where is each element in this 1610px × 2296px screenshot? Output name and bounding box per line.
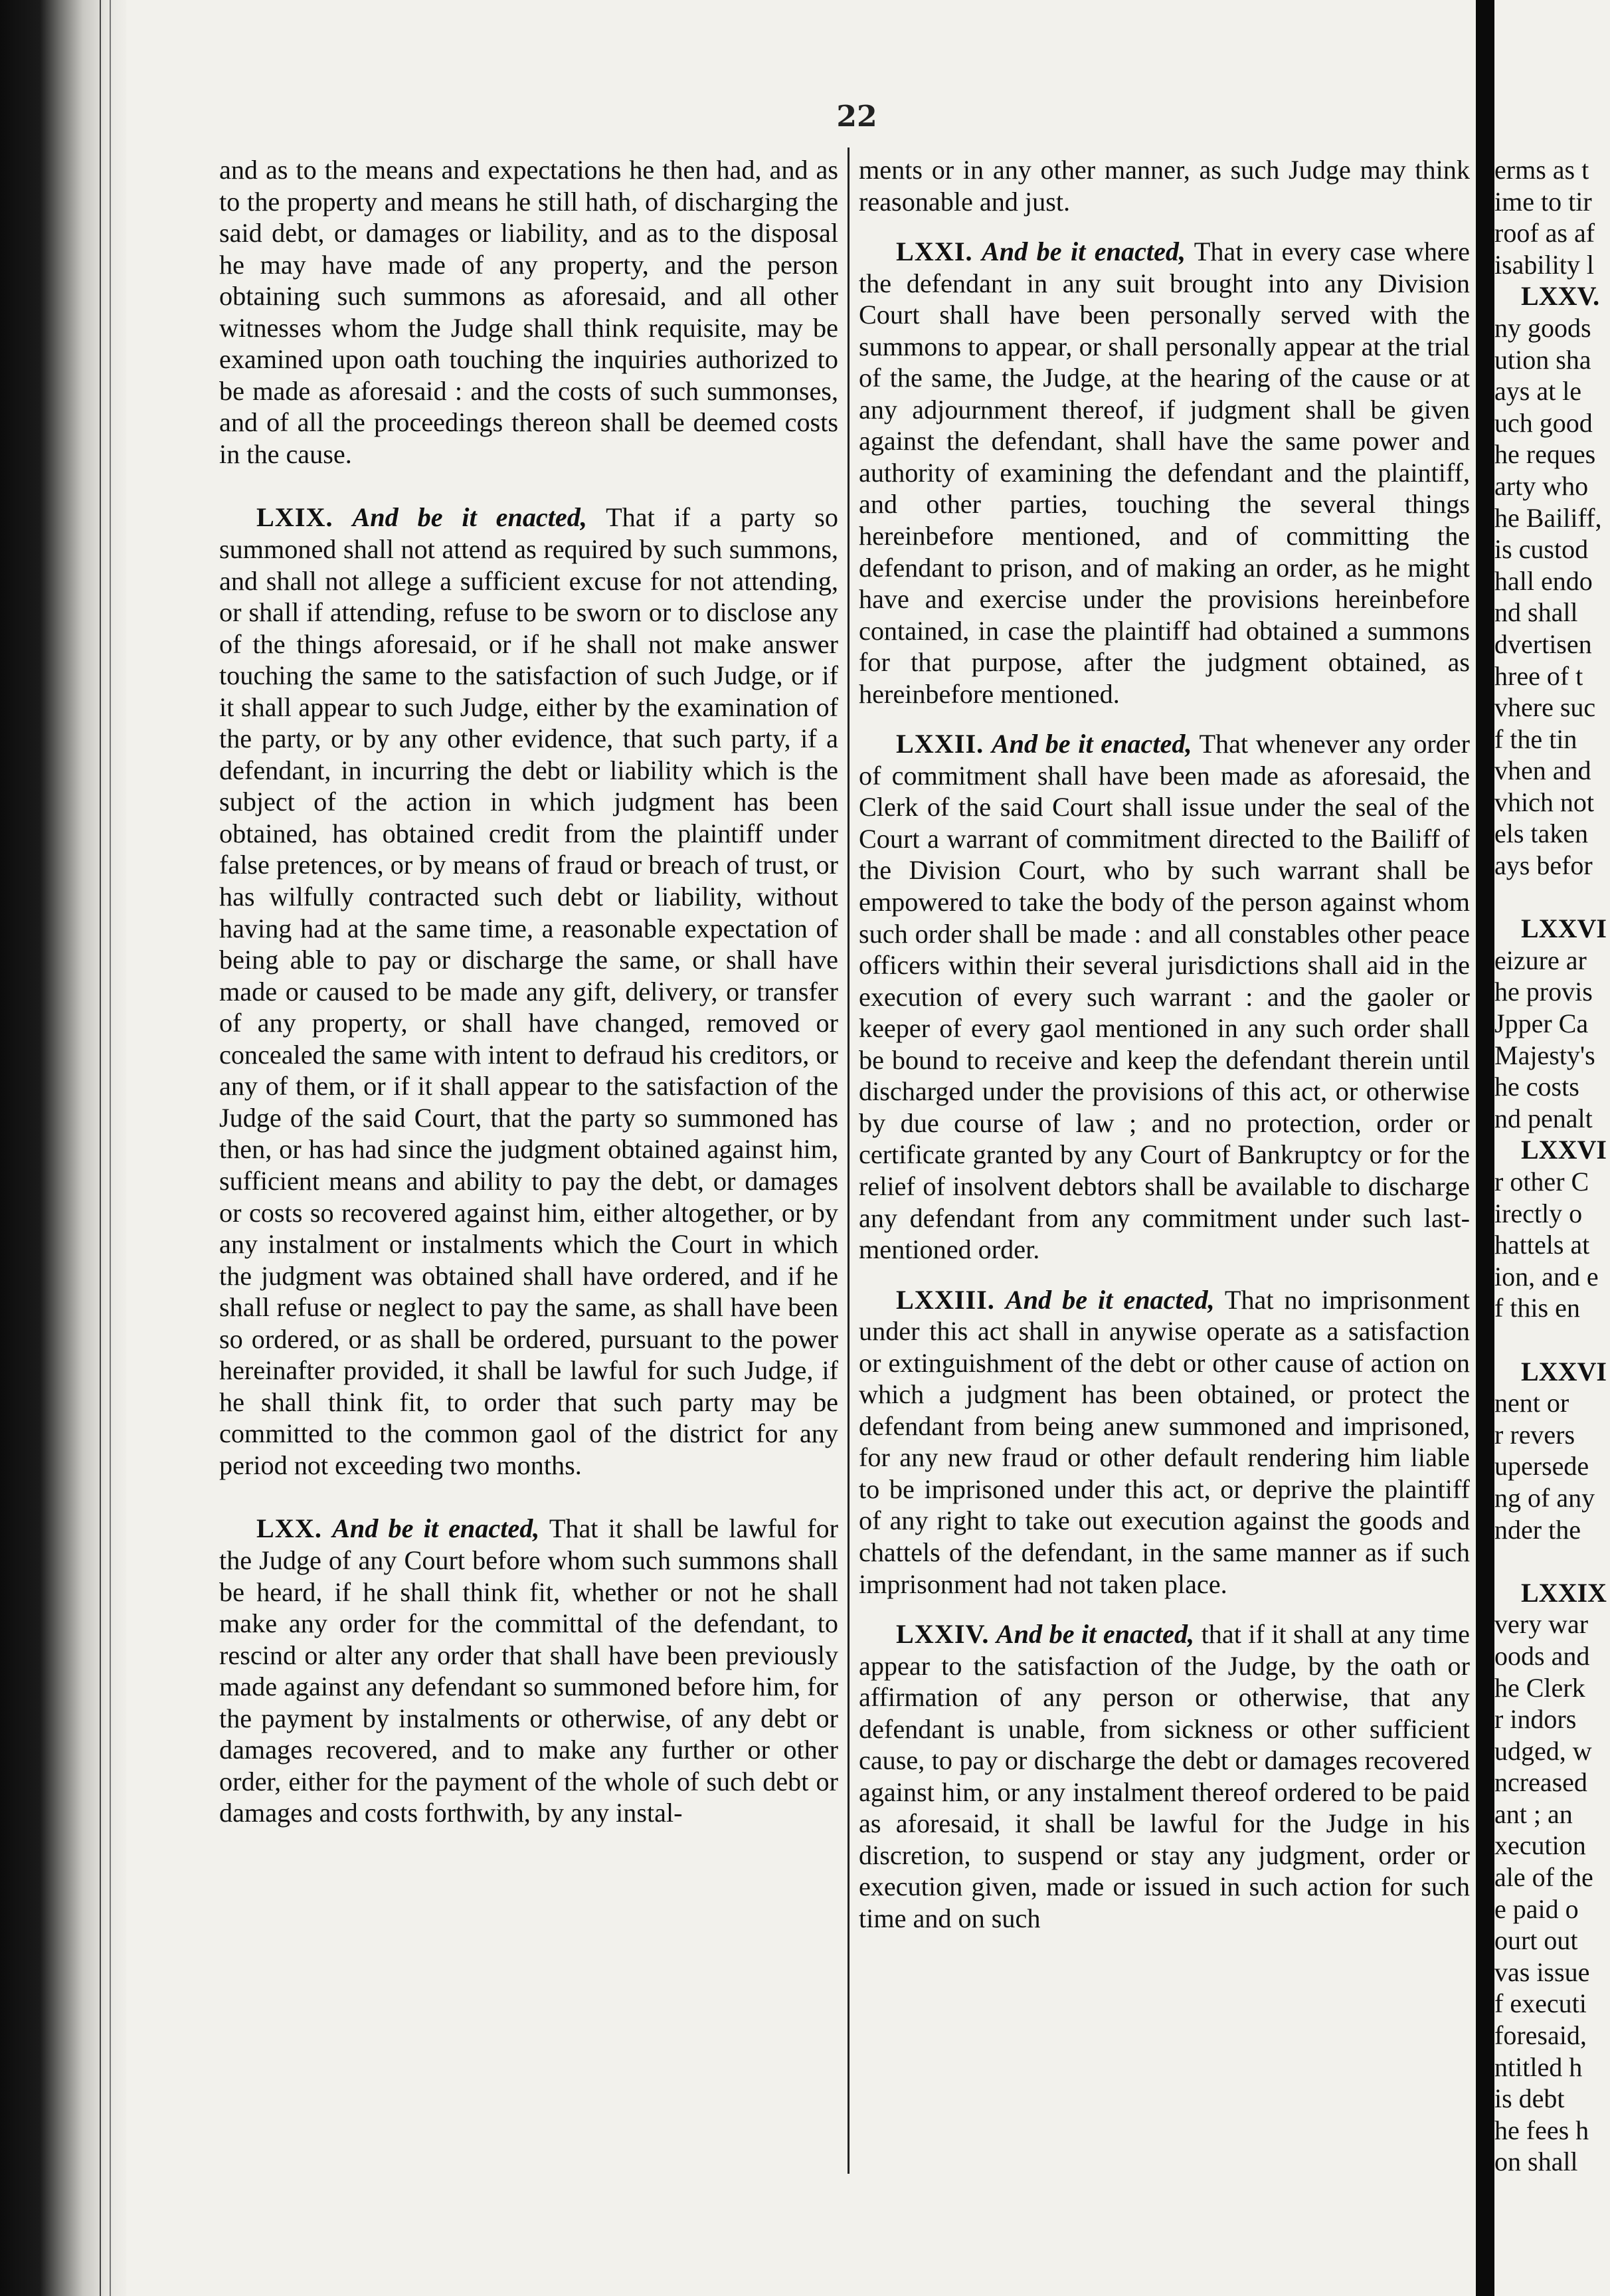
fragment-line: roof as af xyxy=(1494,218,1595,248)
section-text: That in every case where the defendant in any suit brought into any Division Court shall have been personally served with the summons to appear, or shall personally appear at the trial of the same, the Judge, at the hearing of the cause or at any adjournment thereof, if judgment shall be given against the defendant, shall have the same power and authority of examining the defendant and the plaintiff, and other parties, touching the several things hereinbefore mentioned, and of committing the defendant to prison, and of making an order, as he might have and exercise under the provisions hereinbefore contained, in case the plaintiff had obtained a summons for that purpose, after the judgment obtained, as hereinbefore mentioned. xyxy=(859,237,1470,709)
fragment-line: ant ; an xyxy=(1494,1798,1573,1829)
fragment-line: ion, and e xyxy=(1494,1261,1599,1292)
fragment-line: nd penalt xyxy=(1494,1103,1593,1133)
fragment-line: he provis xyxy=(1494,977,1593,1007)
fragment-line: LXXV. xyxy=(1521,281,1600,312)
fragment-line: e paid o xyxy=(1494,1893,1579,1924)
fragment-line: oods and xyxy=(1494,1640,1590,1671)
fragment-line: he Bailiff, xyxy=(1494,502,1602,533)
section-lxix xyxy=(219,502,838,1481)
fragment-line: arty who xyxy=(1494,470,1589,501)
fragment-line: ncreased xyxy=(1494,1767,1587,1798)
fragment-line: r indors xyxy=(1494,1704,1577,1735)
fragment-line: ng of any xyxy=(1494,1482,1595,1513)
paragraph-continuation: and as to the means and expectations he then had, and as to the property and means he still hath, of discharging the said debt, or damages or liability, and as to the disposal he may have made of any property, and the person obtaining such summons as aforesaid, and all other witnesses whom the Judge shall think requisite, may be examined upon oath touching the inquiries authorized to be made as aforesaid : and the costs of such summonses, and of all the proceedings thereon shall be deemed costs in the cause. xyxy=(219,155,838,469)
section-number: LXXII. xyxy=(896,729,984,759)
section-number: LXIX. xyxy=(256,502,333,533)
fragment-line: he costs xyxy=(1494,1072,1579,1102)
section-number: LXXIV. xyxy=(896,1619,990,1650)
section-text: That whenever any order of commitment shall have been made as aforesaid, the Clerk of the said Court shall issue under the seal of the Court a warrant of commitment directed to the Bailiff of the Division Court, who by such warrant shall be empowered to take the body of the person against whom such order shall be made : and all constables other peace officers within their several jurisdictions shall aid in the execution of every such warrant : and the gaoler or keeper of every gaol mentioned in any such order shall be bound to receive and keep the defendant therein until discharged under the provisions of this act, or otherwise by due course of law ; and no protection, order or certificate granted by any Court of Bankruptcy or for the relief of insolvent debtors shall be available to discharge any defendant from any commitment under such last-mentioned order. xyxy=(859,729,1470,1265)
fragment-line: he Clerk xyxy=(1494,1672,1585,1703)
fragment-line: nd shall xyxy=(1494,597,1578,628)
fragment-line: ntitled h xyxy=(1494,2052,1583,2082)
section-number: LXXI. xyxy=(896,237,973,267)
fragment-line: udged, w xyxy=(1494,1735,1592,1766)
fragment-line: Majesty's xyxy=(1494,1040,1595,1070)
fragment-line: ny goods xyxy=(1494,312,1591,343)
fragment-line: ays befor xyxy=(1494,850,1593,881)
fragment-line: vhich not xyxy=(1494,787,1594,817)
fragment-line: xecution xyxy=(1494,1830,1586,1861)
fragment-line: he reques xyxy=(1494,439,1596,470)
section-text: That if a party so summoned shall not attend as required by such summons, and shall not allege a sufficient excuse for not attending, or shall if attending, refuse to be sworn or to disclose any of the things aforesaid, or if he shall not make answer touching the same to the satisfaction of such Judge, or if it shall appear to such Judge, either by the examination of the party, or by any other evidence, that such party, if a defendant, in incurring the debt or liability which is the subject of the action in which judgment has been obtained, has obtained credit from the plaintiff under false pretences, or by means of fraud or breach of trust, or has wilfully contracted such debt or liability, without having had at the same time, a reasonable expectation of being able to pay or discharge the same, or shall have made or caused to be made any gift, delivery, or transfer of any property, or shall have changed, removed or concealed the same with intent to defraud his creditors, or any of them, or if it shall appear to the satisfaction of the Judge of the said Court, that the party so summoned has then, or has had since the judgment obtained against him, sufficient means and ability to pay the debt, or damages or costs so recovered against him, either altogether, or by any instalment or instalments which the Court in which the judgment was obtained shall have ordered, and if he shall refuse or neglect to pay the same, as shall have been so ordered, or as shall be ordered, pursuant to the power hereinafter provided, it shall be lawful for such Judge, if he shall think fit, to order that such party may be committed to the common gaol of the district for any period not exceeding two months. xyxy=(219,502,839,1480)
enacting-clause: And be it enacted, xyxy=(981,237,1186,267)
section-lxxiv xyxy=(859,1618,1470,1934)
adjacent-page-fragment xyxy=(1494,0,1610,2296)
book-binding-edge xyxy=(0,0,126,2296)
fragment-line: hree of t xyxy=(1494,660,1583,691)
fragment-line: ution sha xyxy=(1494,344,1591,375)
fragment-line: f executi xyxy=(1494,1988,1587,2019)
fragment-line: ourt out xyxy=(1494,1925,1578,1956)
enacting-clause: And be it enacted, xyxy=(991,729,1192,759)
fragment-line: hattels at xyxy=(1494,1230,1590,1260)
adjacent-page-text xyxy=(1494,154,1607,2178)
fragment-line: he fees h xyxy=(1494,2115,1589,2145)
enacting-clause: And be it enacted, xyxy=(1005,1284,1215,1315)
fragment-line: vhen and xyxy=(1494,755,1591,786)
left-text-column xyxy=(219,154,838,1829)
fragment-line: els taken xyxy=(1494,818,1589,849)
fragment-line: LXXVI xyxy=(1521,1356,1607,1387)
fragment-line: ays at le xyxy=(1494,376,1582,407)
fragment-line: ime to tir xyxy=(1494,186,1592,217)
fragment-line: very war xyxy=(1494,1609,1589,1640)
fragment-line: upersede xyxy=(1494,1451,1589,1482)
fragment-line: nent or xyxy=(1494,1388,1569,1418)
fragment-line: LXXVI xyxy=(1521,1135,1607,1165)
fragment-line: r revers xyxy=(1494,1419,1575,1450)
fragment-line: dvertisen xyxy=(1494,628,1592,659)
section-lxxiii xyxy=(859,1284,1470,1600)
fragment-line: vas issue xyxy=(1494,1957,1590,1987)
section-lxxi xyxy=(859,236,1470,710)
section-lxxii xyxy=(859,728,1470,1265)
fragment-line: f this en xyxy=(1494,1293,1580,1323)
page-number: 22 xyxy=(836,100,877,134)
fragment-line: irectly o xyxy=(1494,1198,1583,1228)
fragment-line xyxy=(1494,882,1607,913)
column-rule xyxy=(848,147,850,2174)
section-lxx xyxy=(219,1513,838,1828)
fragment-line: r other C xyxy=(1494,1167,1589,1196)
fragment-line: Jpper Ca xyxy=(1494,1008,1589,1039)
fragment-line xyxy=(1494,1545,1607,1577)
fragment-line: erms as t xyxy=(1494,155,1589,185)
section-text: That it shall be lawful for the Judge of any Court before whom such summons shall be heard, if he shall think fit, whether or not he shall make any order for the committal of the defendant, to rescind or alter any order that shall have been previously made against any defendant so summoned before him, for the payment by instalments or otherwise, of any debt or damages recovered, and to make any further or other order, either for the payment of the whole of such debt or damages and costs forthwith, by any instal- xyxy=(219,1513,838,1828)
enacting-clause: And be it enacted, xyxy=(332,1513,540,1544)
section-text: that if it shall at any time appear to the satisfaction of the Judge, by the oath or affirmation of any person or otherwise, that any defendant is unable, from sickness or other sufficient cause, to pay or discharge the debt or damages recovered against him, or any instalment thereof ordered to be paid as aforesaid, it shall be lawful for the Judge in his discretion, to suspend or stay any judgment, order or execution given, made or issued in such action for such time and on such xyxy=(859,1619,1470,1933)
fragment-line: hall endo xyxy=(1494,565,1593,596)
page-gutter xyxy=(1476,0,1494,2296)
middle-text-column xyxy=(859,154,1470,1935)
fragment-line: f the tin xyxy=(1494,723,1577,754)
fragment-line: on shall xyxy=(1494,2147,1578,2177)
fragment-line: foresaid, xyxy=(1494,2020,1587,2051)
fragment-line: LXXIX xyxy=(1521,1577,1607,1608)
fragment-line: is debt xyxy=(1494,2083,1565,2114)
fragment-line: isability l xyxy=(1494,249,1594,280)
fragment-line: LXXVI xyxy=(1521,913,1607,944)
paragraph-continuation: ments or in any other manner, as such Judge may think reasonable and just. xyxy=(859,155,1470,217)
fragment-line: nder the xyxy=(1494,1514,1581,1545)
section-text: That no imprisonment under this act shall in anywise operate as a satisfaction or extinguishment of the debt or other cause of action on which a judgment has been obtained, or protect the defendant from being anew summoned and imprisoned, for any new fraud or other default rendering him liable to be imprisoned under this act, or deprive the plaintiff of any right to take out execution against the goods and chattels of the defendant, in the same manner as if such imprisonment had not taken place. xyxy=(859,1284,1470,1599)
fragment-line xyxy=(1494,1324,1607,1356)
fragment-line: eizure ar xyxy=(1494,945,1587,975)
enacting-clause: And be it enacted, xyxy=(996,1619,1195,1650)
section-number: LXX. xyxy=(256,1513,322,1544)
enacting-clause: And be it enacted, xyxy=(352,502,587,533)
fragment-line: is custod xyxy=(1494,534,1589,565)
fragment-line: uch good xyxy=(1494,407,1593,438)
fragment-line: vhere suc xyxy=(1494,692,1596,723)
section-number: LXXIII. xyxy=(896,1284,995,1315)
fragment-line: ale of the xyxy=(1494,1862,1593,1893)
